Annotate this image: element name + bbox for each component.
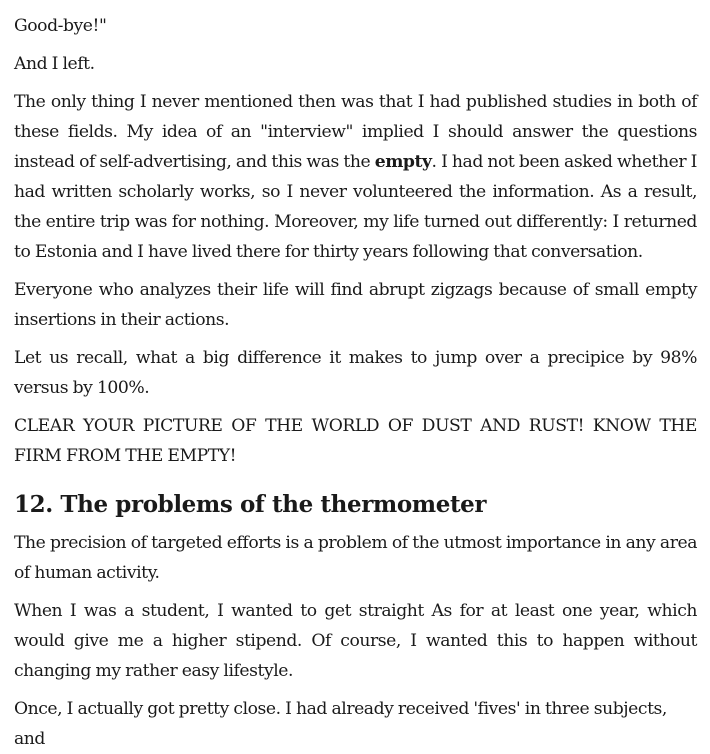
paragraph-student: When I was a student, I wanted to get straight As for at least one year, which would give me a higher stipend. Of course, I wanted this to happen without changing my rather easy lifestyle.	[14, 601, 697, 681]
paragraph-clear-your-picture: CLEAR YOUR PICTURE OF THE WORLD OF DUST AND RUST! KNOW THE FIRM FROM THE EMPTY!	[14, 416, 697, 466]
paragraph-text-segment: The only thing I never mentioned then was that I had published studies in both of these fields. My idea of an "interview" implied I should answer the questions instead of self-advertising, and this was the	[14, 92, 697, 172]
paragraph-text-segment: . I had not been asked whether I had written scholarly works, so I never volunteered the information. As a result, the entire trip was for nothing. Moreover, my life turned out differently: I returned to Estonia and I have lived there for thirty years following that conversation.	[14, 152, 697, 262]
emphasis-empty: empty	[374, 152, 432, 172]
paragraph-goodbye: Good-bye!"	[14, 16, 107, 36]
section-heading: 12. The problems of the thermometer	[14, 491, 487, 518]
paragraph-fives: Once, I actually got pretty close. I had already received 'fives' in three subjects, and	[14, 699, 667, 749]
paragraph-precision: The precision of targeted efforts is a problem of the utmost importance in any area of human activity.	[14, 533, 697, 583]
paragraph-published-studies	[14, 87, 697, 267]
paragraph-precipice: Let us recall, what a big difference it makes to jump over a precipice by 98% versus by 100%.	[14, 348, 697, 398]
document-page	[14, 0, 697, 754]
paragraph-zigzags: Everyone who analyzes their life will find abrupt zigzags because of small empty insertions in their actions.	[14, 280, 697, 330]
paragraph-and-i-left: And I left.	[14, 54, 95, 74]
